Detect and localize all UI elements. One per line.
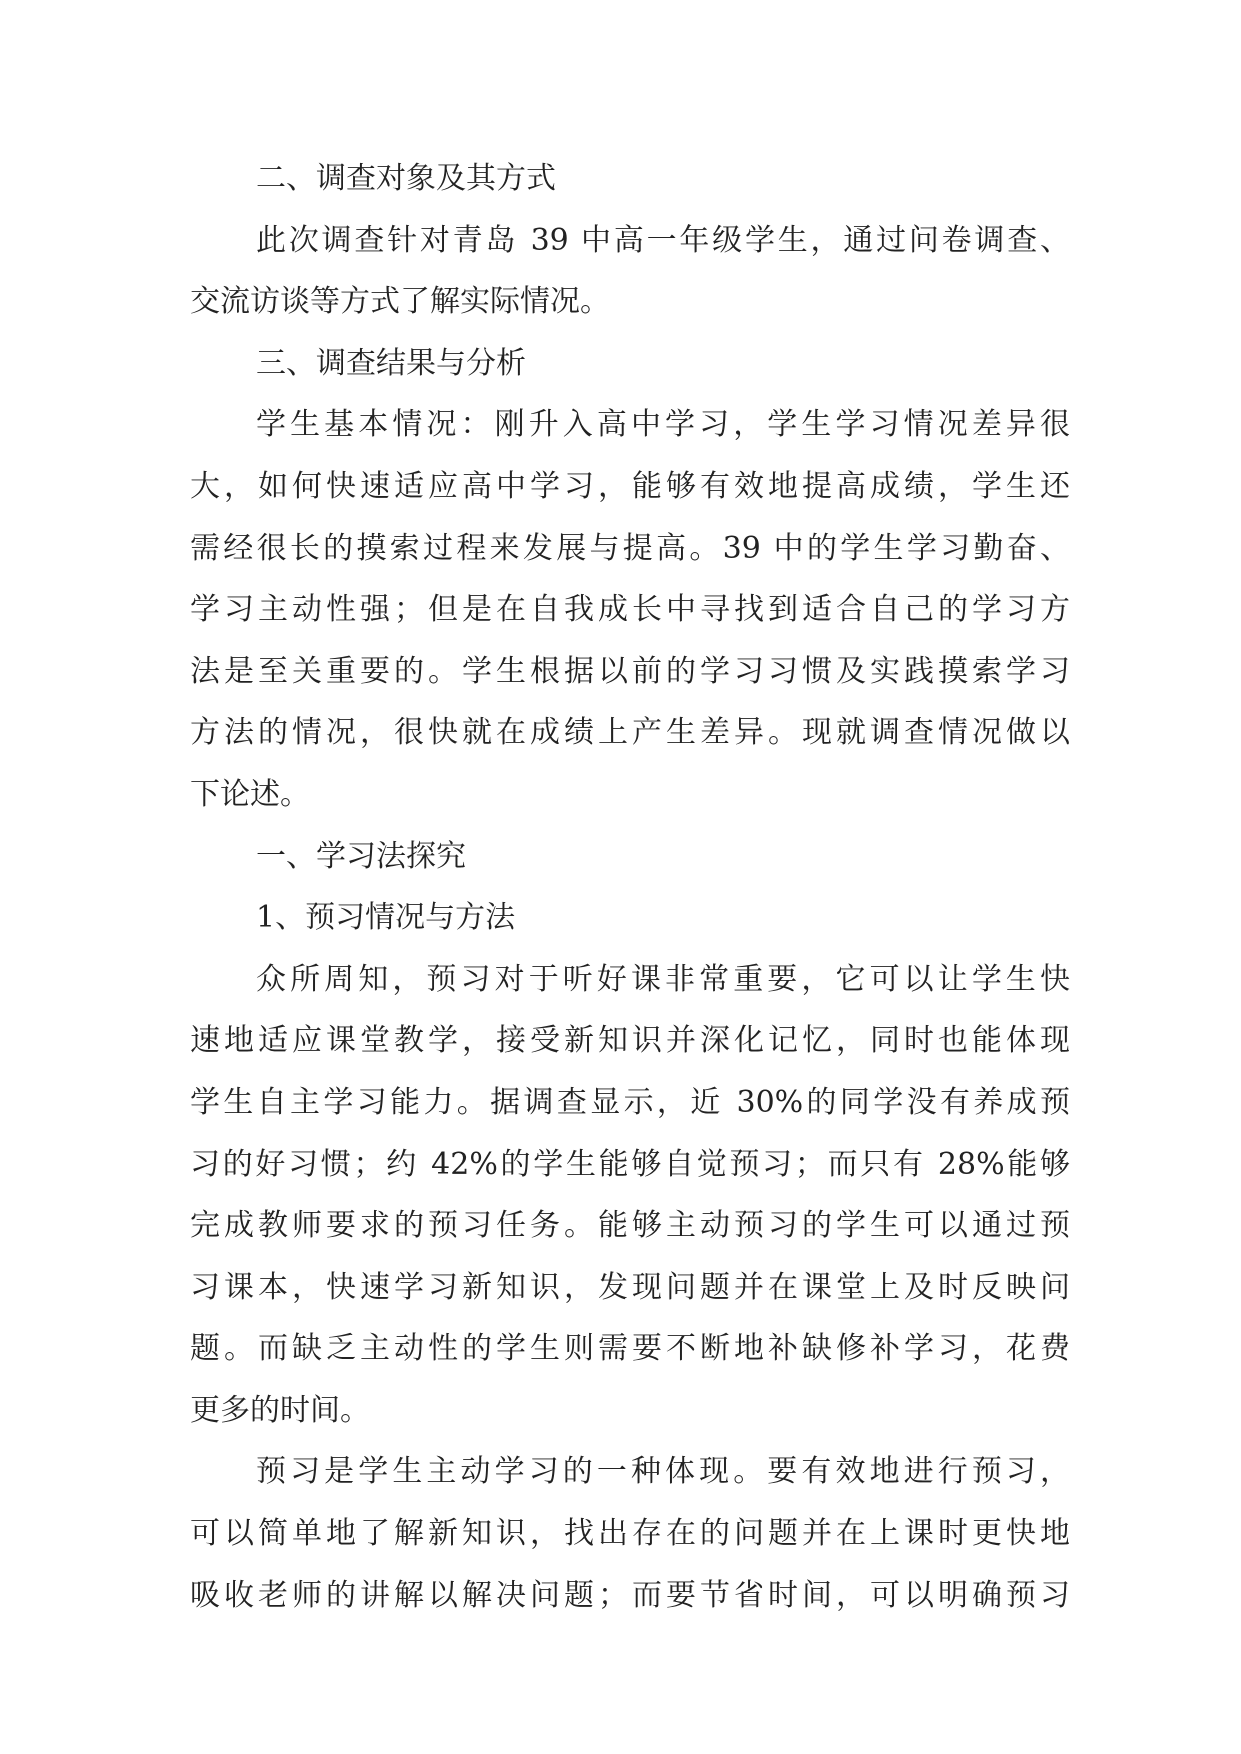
paragraph-line: 更多的时间。 bbox=[190, 1392, 370, 1428]
section-heading: 二、调查对象及其方式 bbox=[256, 161, 556, 196]
paragraph-line: 需经很长的摸索过程来发展与提高。39 中的学生学习勤奋、 bbox=[190, 530, 1070, 566]
paragraph-line: 此次调查针对青岛 39 中高一年级学生，通过问卷调查、 bbox=[256, 222, 1070, 258]
paragraph-line: 法是至关重要的。学生根据以前的学习习惯及实践摸索学习 bbox=[190, 653, 1070, 689]
section-heading: 一、学习法探究 bbox=[256, 838, 466, 874]
paragraph-line: 下论述。 bbox=[190, 776, 310, 812]
paragraph-line: 吸收老师的讲解以解决问题；而要节省时间，可以明确预习 bbox=[190, 1577, 1070, 1613]
paragraph-line: 学习主动性强；但是在自我成长中寻找到适合自己的学习方 bbox=[190, 592, 1070, 628]
paragraph-line: 学生基本情况：刚升入高中学习，学生学习情况差异很 bbox=[256, 407, 1070, 443]
paragraph-line: 习课本，快速学习新知识，发现问题并在课堂上及时反映问 bbox=[190, 1269, 1070, 1305]
paragraph-line: 题。而缺乏主动性的学生则需要不断地补缺修补学习，花费 bbox=[190, 1331, 1070, 1367]
paragraph-line: 预习是学生主动学习的一种体现。要有效地进行预习， bbox=[256, 1454, 1070, 1490]
section-heading: 三、调查结果与分析 bbox=[256, 345, 526, 381]
paragraph-line: 完成教师要求的预习任务。能够主动预习的学生可以通过预 bbox=[190, 1208, 1070, 1244]
paragraph-line: 交流访谈等方式了解实际情况。 bbox=[190, 284, 610, 320]
paragraph-line: 方法的情况，很快就在成绩上产生差异。现就调查情况做以 bbox=[190, 715, 1070, 751]
paragraph-line: 习的好习惯；约 42%的学生能够自觉预习；而只有 28%能够 bbox=[190, 1146, 1070, 1182]
paragraph-line: 学生自主学习能力。据调查显示，近 30%的同学没有养成预 bbox=[190, 1084, 1070, 1120]
paragraph-line: 可以简单地了解新知识，找出存在的问题并在上课时更快地 bbox=[190, 1516, 1070, 1552]
subsection-heading: 1、预习情况与方法 bbox=[256, 900, 516, 936]
paragraph-line: 大，如何快速适应高中学习，能够有效地提高成绩，学生还 bbox=[190, 468, 1070, 504]
paragraph-line: 众所周知，预习对于听好课非常重要，它可以让学生快 bbox=[256, 961, 1070, 997]
document-body bbox=[190, 162, 1070, 1640]
paragraph-line: 速地适应课堂教学，接受新知识并深化记忆，同时也能体现 bbox=[190, 1023, 1070, 1059]
